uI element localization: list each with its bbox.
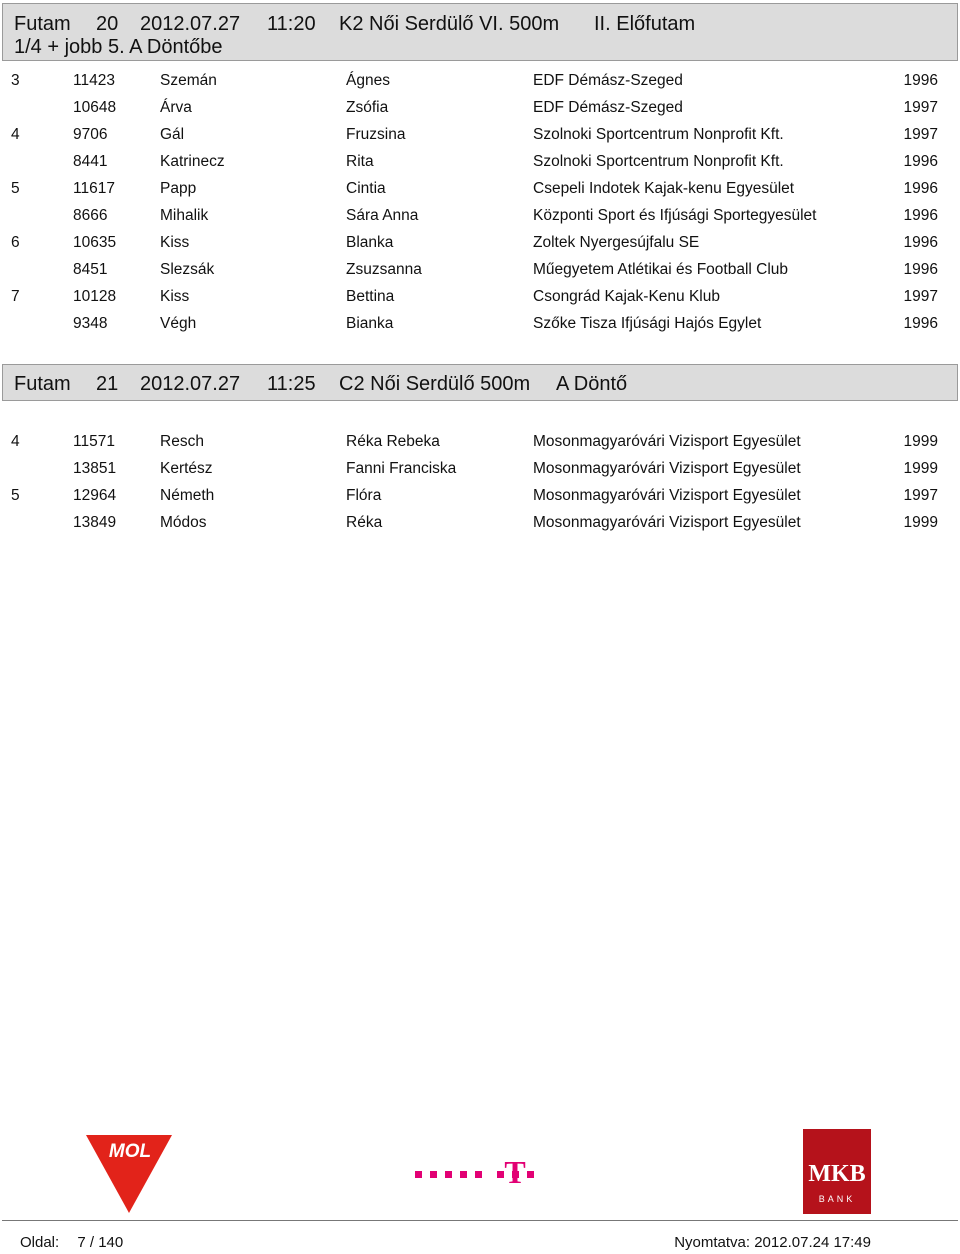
result-year: 1999 bbox=[903, 433, 938, 450]
heat-label: Futam bbox=[14, 13, 71, 35]
result-num: 11423 bbox=[73, 72, 115, 89]
result-year: 1996 bbox=[903, 315, 938, 332]
result-year: 1999 bbox=[903, 514, 938, 531]
result-last: Kiss bbox=[160, 288, 190, 305]
result-row bbox=[0, 433, 960, 460]
result-last: Szemán bbox=[160, 72, 217, 89]
result-last: Németh bbox=[160, 487, 215, 504]
result-club: Szőke Tisza Ifjúsági Hajós Egylet bbox=[533, 315, 762, 332]
result-row bbox=[0, 207, 960, 234]
result-club: EDF Démász-Szeged bbox=[533, 72, 683, 89]
result-row bbox=[0, 126, 960, 153]
heat-date: 2012.07.27 bbox=[140, 373, 241, 395]
result-club: EDF Démász-Szeged bbox=[533, 99, 683, 116]
heat-event: K2 Női Serdülő VI. 500m bbox=[339, 13, 560, 35]
result-last: Resch bbox=[160, 433, 204, 450]
result-first: Rita bbox=[346, 153, 374, 170]
result-row bbox=[0, 234, 960, 261]
result-row bbox=[0, 460, 960, 487]
result-first: Sára Anna bbox=[346, 207, 419, 224]
result-place: 4 bbox=[11, 126, 20, 143]
result-num: 11617 bbox=[73, 180, 115, 197]
footer-divider bbox=[2, 1220, 958, 1221]
result-first: Fruzsina bbox=[346, 126, 406, 143]
sponsor-logos bbox=[0, 1125, 960, 1220]
heat-label: Futam bbox=[14, 373, 71, 395]
page-number bbox=[20, 1234, 123, 1251]
result-row bbox=[0, 315, 960, 342]
mkb-bank-logo bbox=[803, 1129, 871, 1214]
result-place: 5 bbox=[11, 180, 20, 197]
result-club: Mosonmagyaróvári Vizisport Egyesület bbox=[533, 460, 801, 477]
result-first: Bianka bbox=[346, 315, 394, 332]
result-last: Módos bbox=[160, 514, 207, 531]
result-last: Slezsák bbox=[160, 261, 215, 278]
page-label: Oldal: bbox=[20, 1234, 60, 1251]
result-first: Zsófia bbox=[346, 99, 389, 116]
result-first: Flóra bbox=[346, 487, 382, 504]
mkb-logo-text: MKB bbox=[808, 1161, 866, 1187]
result-club: Szolnoki Sportcentrum Nonprofit Kft. bbox=[533, 153, 784, 170]
result-club: Szolnoki Sportcentrum Nonprofit Kft. bbox=[533, 126, 784, 143]
heat-round: A Döntő bbox=[556, 373, 628, 395]
page-value: 7 / 140 bbox=[77, 1234, 124, 1251]
result-year: 1999 bbox=[903, 460, 938, 477]
result-year: 1996 bbox=[903, 180, 938, 197]
result-last: Kiss bbox=[160, 234, 190, 251]
result-last: Végh bbox=[160, 315, 197, 332]
heat-date: 2012.07.27 bbox=[140, 13, 241, 35]
result-year: 1996 bbox=[903, 261, 938, 278]
result-num: 8451 bbox=[73, 261, 108, 278]
result-club: Csepeli Indotek Kajak-kenu Egyesület bbox=[533, 180, 795, 197]
printed-label: Nyomtatva: bbox=[674, 1234, 751, 1251]
heat-header-21 bbox=[2, 364, 958, 401]
result-num: 10128 bbox=[73, 288, 117, 305]
mkb-logo-subtext: BANK bbox=[818, 1194, 856, 1204]
result-last: Katrinecz bbox=[160, 153, 225, 170]
result-row bbox=[0, 153, 960, 180]
heat-event: C2 Női Serdülő 500m bbox=[339, 373, 531, 395]
result-first: Réka bbox=[346, 514, 383, 531]
result-num: 11571 bbox=[73, 433, 115, 450]
result-num: 13851 bbox=[73, 460, 117, 477]
result-year: 1997 bbox=[903, 126, 938, 143]
heat-round: II. Előfutam bbox=[594, 13, 696, 35]
printed-value: 2012.07.24 17:49 bbox=[754, 1234, 871, 1251]
result-year: 1996 bbox=[903, 153, 938, 170]
result-row bbox=[0, 514, 960, 541]
result-num: 8441 bbox=[73, 153, 108, 170]
result-first: Cintia bbox=[346, 180, 386, 197]
result-year: 1996 bbox=[903, 234, 938, 251]
result-club: Csongrád Kajak-Kenu Klub bbox=[533, 288, 720, 305]
result-first: Fanni Franciska bbox=[346, 460, 457, 477]
result-place: 7 bbox=[11, 288, 20, 305]
result-last: Gál bbox=[160, 126, 185, 143]
mol-logo bbox=[84, 1133, 174, 1218]
result-last: Mihalik bbox=[160, 207, 209, 224]
telekom-logo-text: T bbox=[504, 1155, 526, 1190]
result-year: 1996 bbox=[903, 72, 938, 89]
result-last: Kertész bbox=[160, 460, 213, 477]
result-club: Mosonmagyaróvári Vizisport Egyesület bbox=[533, 514, 801, 531]
result-last: Papp bbox=[160, 180, 197, 197]
result-club: Központi Sport és Ifjúsági Sportegyesület bbox=[533, 207, 817, 224]
result-place: 5 bbox=[11, 487, 20, 504]
result-num: 12964 bbox=[73, 487, 117, 504]
result-club: Műegyetem Atlétikai és Football Club bbox=[533, 261, 789, 278]
result-row bbox=[0, 487, 960, 514]
result-first: Réka Rebeka bbox=[346, 433, 440, 450]
result-place: 4 bbox=[11, 433, 20, 450]
result-place: 6 bbox=[11, 234, 20, 251]
heat-header-20 bbox=[2, 3, 958, 61]
result-row bbox=[0, 72, 960, 99]
mol-logo-text: MOL bbox=[108, 1141, 152, 1162]
result-first: Ágnes bbox=[346, 72, 390, 89]
result-year: 1997 bbox=[903, 487, 938, 504]
result-num: 10635 bbox=[73, 234, 117, 251]
heat-number: 21 bbox=[96, 373, 119, 395]
heat-time: 11:25 bbox=[267, 373, 316, 395]
result-row bbox=[0, 261, 960, 288]
result-year: 1997 bbox=[903, 99, 938, 116]
result-year: 1997 bbox=[903, 288, 938, 305]
telekom-logo bbox=[412, 1155, 562, 1195]
result-club: Mosonmagyaróvári Vizisport Egyesület bbox=[533, 487, 801, 504]
result-num: 10648 bbox=[73, 99, 117, 116]
result-first: Bettina bbox=[346, 288, 395, 305]
heat-advance-rule: 1/4 + jobb 5. A Döntőbe bbox=[14, 36, 223, 58]
heat-number: 20 bbox=[96, 13, 119, 35]
result-row bbox=[0, 180, 960, 207]
result-first: Zsuzsanna bbox=[346, 261, 422, 278]
result-last: Árva bbox=[160, 99, 192, 116]
result-year: 1996 bbox=[903, 207, 938, 224]
heat-time: 11:20 bbox=[267, 13, 316, 35]
result-num: 13849 bbox=[73, 514, 117, 531]
result-place: 3 bbox=[11, 72, 20, 89]
result-num: 8666 bbox=[73, 207, 108, 224]
result-row bbox=[0, 99, 960, 126]
result-num: 9348 bbox=[73, 315, 108, 332]
result-club: Mosonmagyaróvári Vizisport Egyesület bbox=[533, 433, 801, 450]
result-first: Blanka bbox=[346, 234, 394, 251]
print-timestamp bbox=[674, 1234, 871, 1251]
result-row bbox=[0, 288, 960, 315]
result-club: Zoltek Nyergesújfalu SE bbox=[533, 234, 700, 251]
result-num: 9706 bbox=[73, 126, 108, 143]
